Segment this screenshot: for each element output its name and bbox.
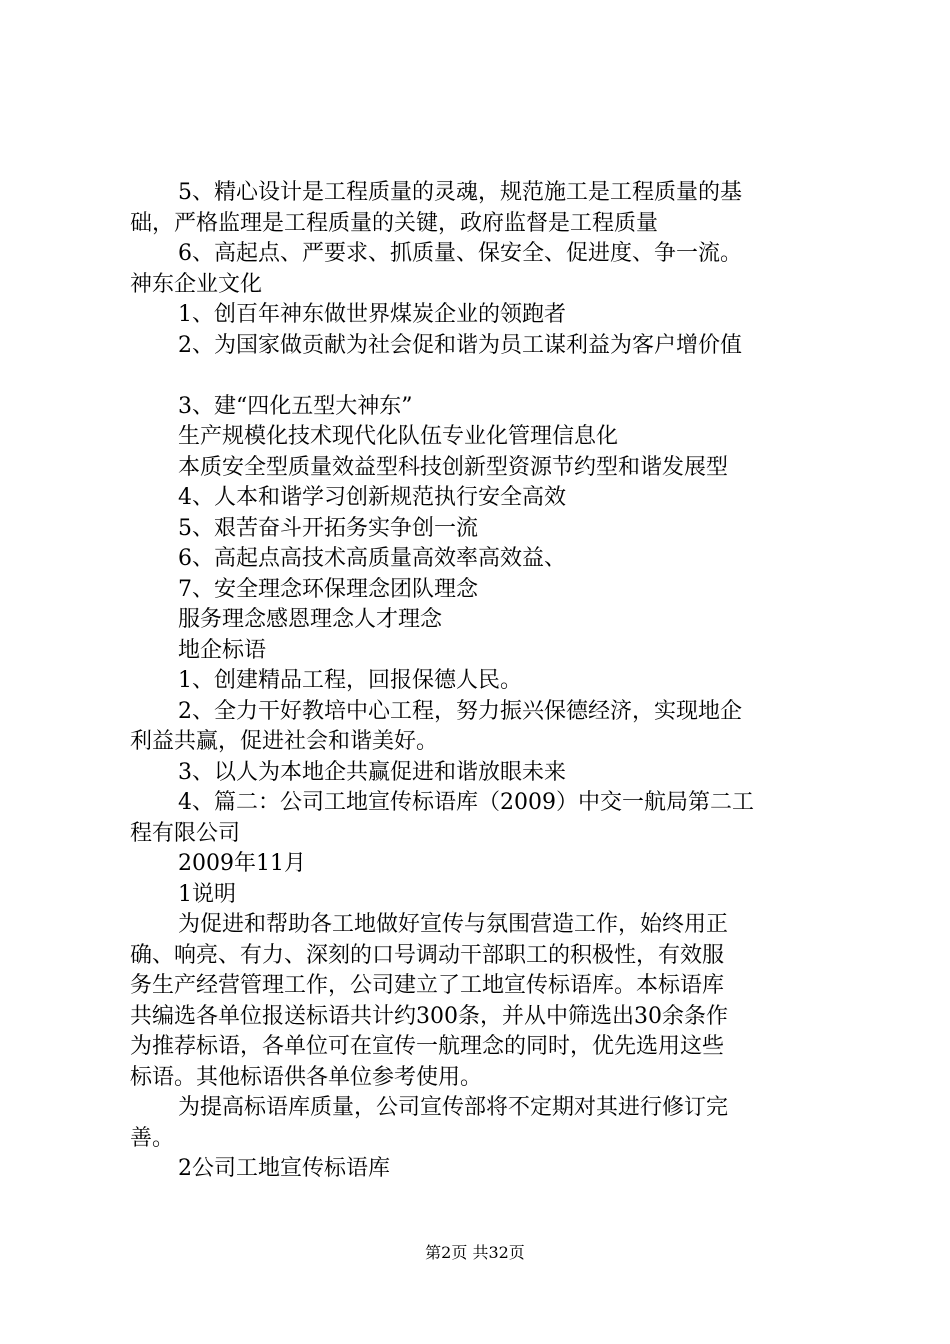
document-body bbox=[130, 178, 830, 1185]
paragraph-line: 为提高标语库质量，公司宣传部将不定期对其进行修订完 bbox=[178, 1095, 729, 1120]
paragraph-line: 务生产经营管理工作，公司建立了工地宣传标语库。本标语库 bbox=[130, 973, 725, 998]
paragraph-line: 6、高起点、严要求、抓质量、保安全、促进度、争一流。 bbox=[178, 241, 742, 266]
paragraph-line: 程有限公司 bbox=[130, 820, 241, 846]
paragraph-line: 为推荐标语，各单位可在宣传一航理念的同时，优先选用这些 bbox=[130, 1034, 725, 1059]
paragraph-line: 2、为国家做贡献为社会促和谐为员工谋利益为客户增价值 bbox=[178, 332, 742, 358]
paragraph-line: 础，严格监理是工程质量的关键，政府监督是工程质量 bbox=[130, 210, 659, 236]
section-heading: 神东企业文化 bbox=[130, 271, 263, 297]
paragraph-line: 5、精心设计是工程质量的灵魂，规范施工是工程质量的基 bbox=[178, 180, 742, 205]
blank-line bbox=[130, 361, 830, 392]
paragraph-line: 2、全力干好教培中心工程，努力振兴保德经济，实现地企 bbox=[178, 698, 742, 724]
paragraph-line: 利益共赢，促进社会和谐美好。 bbox=[130, 729, 439, 754]
page-number-footer: 第2页 共32页 bbox=[425, 1243, 525, 1262]
paragraph-line: 生产规模化技术现代化队伍专业化管理信息化 bbox=[178, 424, 619, 449]
paragraph-line: 共编选各单位报送标语共计约300条，并从中筛选出30余条作 bbox=[130, 1003, 728, 1029]
section-heading: 1说明 bbox=[178, 881, 236, 907]
section-heading: 地企标语 bbox=[178, 637, 267, 663]
paragraph-line: 6、高起点高技术高质量高效率高效益、 bbox=[178, 546, 566, 571]
date-line: 2009年11月 bbox=[178, 851, 306, 876]
paragraph-line: 3、建“四化五型大神东” bbox=[178, 393, 413, 419]
paragraph-line: 标语。其他标语供各单位参考使用。 bbox=[130, 1064, 483, 1090]
paragraph-line: 本质安全型质量效益型科技创新型资源节约型和谐发展型 bbox=[178, 454, 729, 480]
paragraph-line: 4、人本和谐学习创新规范执行安全高效 bbox=[178, 485, 566, 510]
section-heading: 2公司工地宣传标语库 bbox=[178, 1156, 390, 1181]
paragraph-line: 1、创百年神东做世界煤炭企业的领跑者 bbox=[178, 302, 566, 327]
paragraph-line: 善。 bbox=[130, 1125, 175, 1151]
paragraph-line: 为促进和帮助各工地做好宣传与氛围营造工作，始终用正 bbox=[178, 912, 729, 937]
paragraph-line: 1、创建精品工程，回报保德人民。 bbox=[178, 668, 522, 693]
paragraph-line: 5、艰苦奋斗开拓务实争创一流 bbox=[178, 515, 478, 541]
paragraph-line: 服务理念感恩理念人才理念 bbox=[178, 607, 443, 632]
paragraph-line: 4、篇二：公司工地宣传标语库（2009）中交一航局第二工 bbox=[178, 790, 754, 815]
paragraph-line: 3、以人为本地企共赢促进和谐放眼未来 bbox=[178, 759, 566, 785]
paragraph-line: 确、响亮、有力、深刻的口号调动干部职工的积极性，有效服 bbox=[130, 942, 725, 968]
paragraph-line: 7、安全理念环保理念团队理念 bbox=[178, 576, 478, 602]
